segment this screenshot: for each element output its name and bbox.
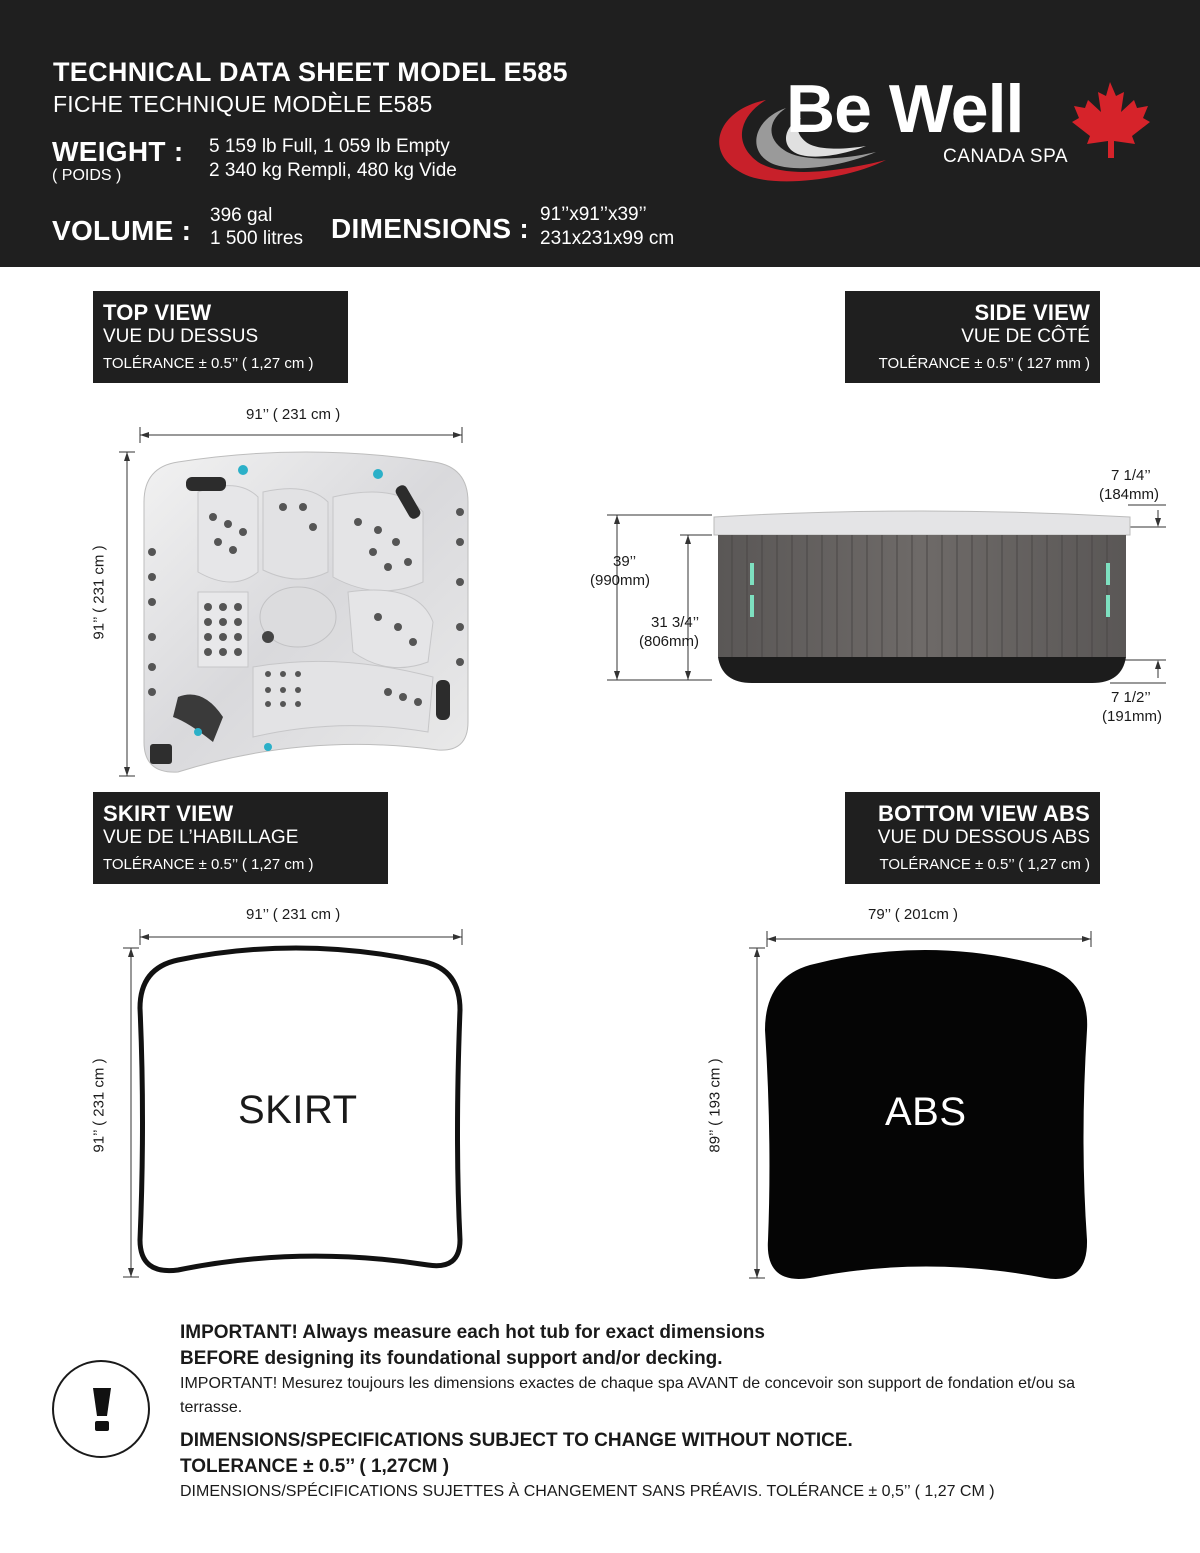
- top-view-title-fr: VUE DU DESSUS: [103, 326, 259, 347]
- volume-label: VOLUME :: [52, 215, 192, 246]
- weight-label-fr: ( POIDS ): [52, 167, 122, 184]
- skirt-width-dim: 91’’ ( 231 cm ): [246, 906, 341, 923]
- dimensions-value-cm: 231x231x99 cm: [540, 228, 675, 249]
- subject-en-line1: DIMENSIONS/SPECIFICATIONS SUBJECT TO CHANGE WITHOUT NOTICE.: [180, 1430, 853, 1451]
- subject-fr: DIMENSIONS/SPÉCIFICATIONS SUJETTES À CHANGEMENT SANS PRÉAVIS. TOLÉRANCE ± 0,5’’ ( 1,27 CM ): [180, 1483, 995, 1500]
- side-view-tolerance: TOLÉRANCE ± 0.5’’ ( 127 mm ): [878, 355, 1090, 372]
- side-dim-total-mm: (990mm): [590, 572, 651, 589]
- side-dim-skirt-in: 31 3/4’’: [651, 614, 700, 631]
- side-dim-top-in: 7 1/4’’: [1111, 467, 1151, 484]
- important-en-line1: IMPORTANT! Always measure each hot tub for exact dimensions: [180, 1322, 765, 1343]
- exclamation-icon: [90, 1388, 114, 1432]
- dimensions-value-in: 91’’x91’’x39’’: [540, 204, 647, 225]
- dimensions-label: DIMENSIONS :: [331, 213, 530, 244]
- skirt-height-dim: 91’’ ( 231 cm ): [90, 1058, 108, 1153]
- bottom-view-title-fr: VUE DU DESSOUS ABS: [877, 827, 1090, 848]
- side-dim-bottom-mm: (191mm): [1102, 708, 1163, 725]
- important-en-line2: BEFORE designing its foundational support and/or decking.: [180, 1348, 723, 1369]
- side-dim-total-in: 39’’: [613, 553, 637, 570]
- weight-label: WEIGHT :: [52, 136, 184, 167]
- skirt-view-tolerance: TOLÉRANCE ± 0.5’’ ( 1,27 cm ): [103, 856, 314, 873]
- logo-brand-text: Be Well: [786, 71, 1024, 147]
- top-view-title: TOP VIEW: [103, 300, 212, 325]
- side-dim-top-mm: (184mm): [1099, 486, 1160, 503]
- important-fr: IMPORTANT! Mesurez toujours les dimensions exactes de chaque spa AVANT de concevoir son support de fondation et/ou sa terrasse.: [180, 1375, 1075, 1416]
- logo-tagline: CANADA SPA: [943, 146, 1069, 167]
- side-dim-skirt-mm: (806mm): [639, 633, 700, 650]
- volume-value-gal: 396 gal: [210, 205, 273, 226]
- volume-value-litres: 1 500 litres: [210, 228, 303, 249]
- abs-width-dim: 79’’ ( 201cm ): [868, 906, 959, 923]
- subject-en-line2: TOLERANCE ± 0.5’’ ( 1,27CM ): [180, 1456, 450, 1477]
- footer-notes: [180, 1320, 1080, 1504]
- page-subtitle: FICHE TECHNIQUE MODÈLE E585: [53, 91, 433, 117]
- top-view-tolerance: TOLÉRANCE ± 0.5’’ ( 1,27 cm ): [103, 355, 314, 372]
- weight-value-metric: 2 340 kg Rempli, 480 kg Vide: [209, 160, 457, 181]
- page-title: TECHNICAL DATA SHEET MODEL E585: [53, 57, 568, 87]
- skirt-view-title: SKIRT VIEW: [103, 801, 234, 826]
- top-view-height-dim: 91’’ ( 231 cm ): [90, 545, 108, 640]
- warning-badge: [52, 1360, 150, 1458]
- side-view-title: SIDE VIEW: [974, 300, 1090, 325]
- side-view-title-fr: VUE DE CÔTÉ: [961, 326, 1090, 347]
- bottom-view-tolerance: TOLÉRANCE ± 0.5’’ ( 1,27 cm ): [879, 856, 1090, 873]
- bottom-view-title: BOTTOM VIEW ABS: [878, 801, 1090, 826]
- abs-shape-label: ABS: [885, 1090, 967, 1134]
- side-dim-bottom-in: 7 1/2’’: [1111, 689, 1151, 706]
- abs-height-dim: 89’’ ( 193 cm ): [706, 1058, 724, 1153]
- skirt-shape-label: SKIRT: [238, 1088, 358, 1132]
- skirt-view-title-fr: VUE DE L’HABILLAGE: [103, 827, 299, 848]
- top-view-width-dim: 91’’ ( 231 cm ): [246, 406, 341, 423]
- weight-value-imperial: 5 159 lb Full, 1 059 lb Empty: [209, 136, 450, 157]
